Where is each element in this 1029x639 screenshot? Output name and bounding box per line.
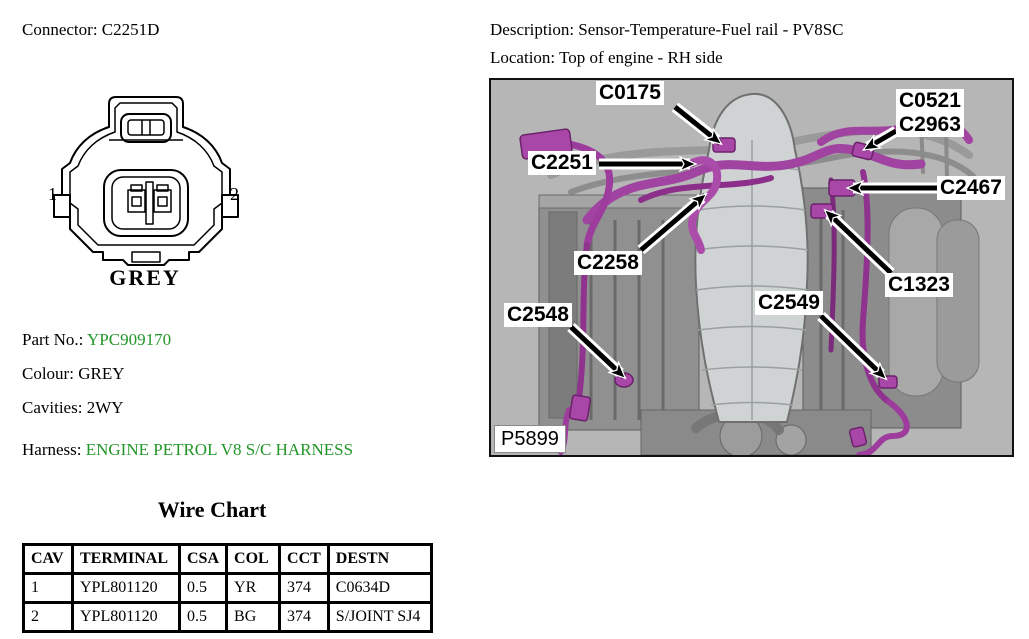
colour-value: GREY	[78, 364, 125, 383]
callout-label-c0521-c2963[interactable]	[896, 89, 964, 137]
table-row	[24, 574, 432, 603]
cell-cav: 1	[24, 574, 73, 603]
location-label: Location:	[490, 48, 556, 67]
description-label: Description:	[490, 20, 575, 39]
callout-label-c0521[interactable]: C0521	[899, 89, 961, 112]
connector-face-figure	[40, 92, 270, 307]
connector-colour-caption: GREY	[109, 265, 181, 290]
location-value: Top of engine - RH side	[559, 48, 723, 67]
cell-cct: 374	[280, 574, 329, 603]
colour-line	[22, 364, 124, 384]
wire-chart-title: Wire Chart	[157, 497, 267, 522]
wire-chart-header-row	[24, 545, 432, 574]
cell-csa: 0.5	[180, 603, 227, 632]
engine-location-figure	[489, 78, 1014, 457]
callout-label-c1323[interactable]: C1323	[885, 273, 953, 297]
callout-label-c2549[interactable]: C2549	[755, 291, 823, 315]
col-header-cav: CAV	[24, 545, 73, 574]
cavities-line	[22, 398, 124, 418]
colour-label: Colour:	[22, 364, 74, 383]
part-no-line	[22, 330, 171, 350]
cavities-value: 2WY	[86, 398, 124, 417]
col-header-destn: DESTN	[328, 545, 431, 574]
col-header-terminal: TERMINAL	[73, 545, 180, 574]
callout-label-c2258[interactable]: C2258	[574, 251, 642, 275]
callout-label-c2467[interactable]: C2467	[937, 176, 1005, 200]
cell-destn: S/JOINT SJ4	[328, 603, 431, 632]
harness-link[interactable]: ENGINE PETROL V8 S/C HARNESS	[85, 440, 354, 459]
harness-label: Harness:	[22, 440, 82, 459]
table-row	[24, 603, 432, 632]
callout-label-c2963[interactable]: C2963	[899, 113, 961, 136]
col-header-cct: CCT	[280, 545, 329, 574]
connector-label: Connector:	[22, 20, 98, 39]
description-line	[490, 20, 844, 40]
description-value: Sensor-Temperature-Fuel rail - PV8SC	[578, 20, 844, 39]
pin-1-label: 1	[48, 184, 57, 204]
cell-cav: 2	[24, 603, 73, 632]
callout-label-c2251[interactable]: C2251	[528, 151, 596, 175]
cell-terminal: YPL801120	[73, 574, 180, 603]
connector-title-line	[22, 20, 159, 40]
part-no-link[interactable]: YPC909170	[87, 330, 172, 349]
photo-reference-label: P5899	[494, 425, 566, 453]
col-header-col: COL	[227, 545, 280, 574]
connector-value: C2251D	[101, 20, 160, 39]
cell-col: YR	[227, 574, 280, 603]
part-no-label: Part No.:	[22, 330, 84, 349]
harness-line	[22, 440, 353, 460]
pin-2-label: 2	[230, 184, 239, 204]
cell-csa: 0.5	[180, 574, 227, 603]
cell-cct: 374	[280, 603, 329, 632]
callout-label-c0175[interactable]: C0175	[596, 81, 664, 105]
cavities-label: Cavities:	[22, 398, 83, 417]
callout-label-c2548[interactable]: C2548	[504, 303, 572, 327]
wire-chart-table	[22, 543, 433, 633]
connector-face-drawing	[42, 94, 250, 266]
location-line	[490, 48, 723, 68]
cell-destn: C0634D	[328, 574, 431, 603]
cell-col: BG	[227, 603, 280, 632]
col-header-csa: CSA	[180, 545, 227, 574]
cell-terminal: YPL801120	[73, 603, 180, 632]
